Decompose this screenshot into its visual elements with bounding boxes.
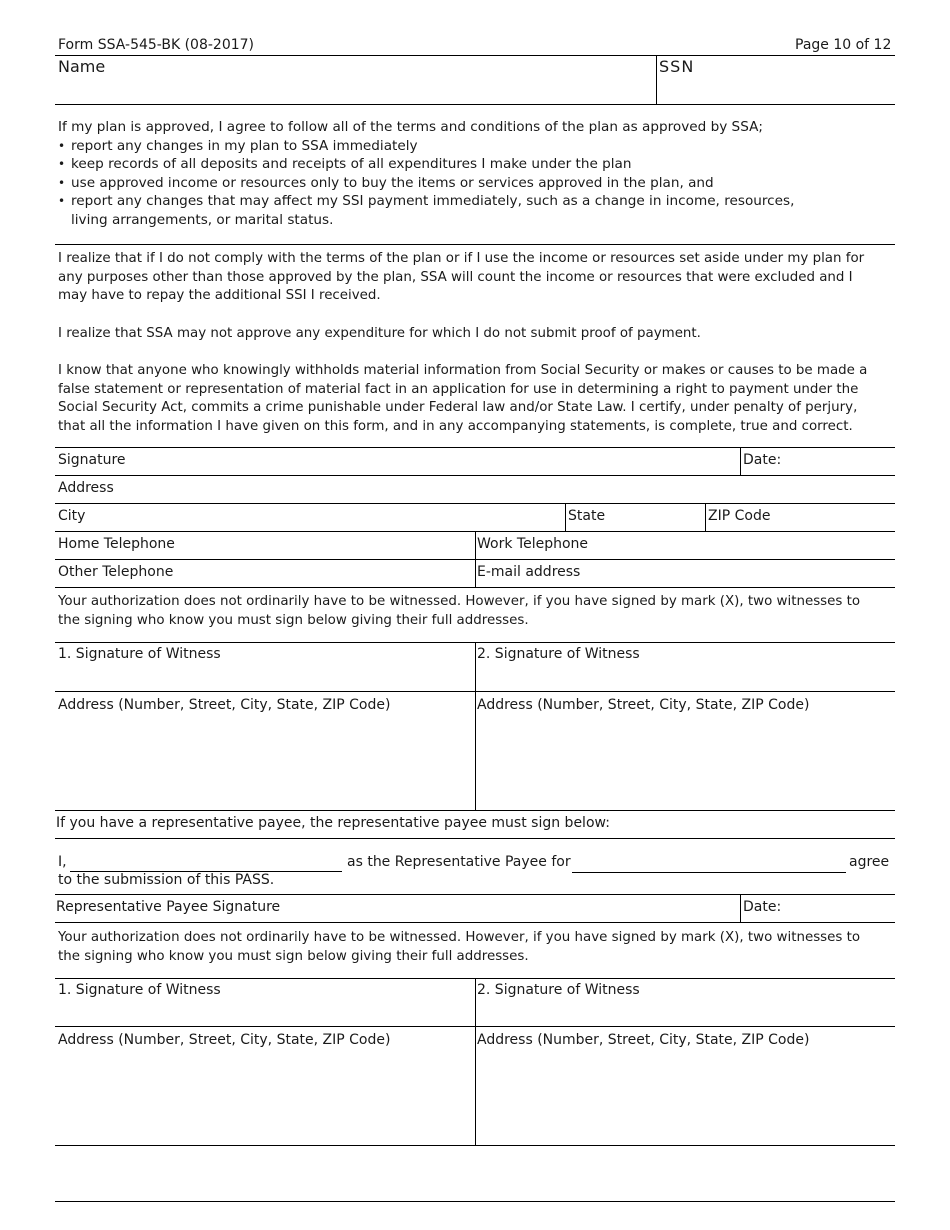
rep-payee-intro: If you have a representative payee, the representative payee must sign below:: [56, 815, 610, 831]
rep-as-label: as the Representative Payee for: [347, 854, 571, 870]
work-phone-field[interactable]: [600, 533, 892, 558]
divider: [55, 559, 895, 560]
witness-1-address-label: Address (Number, Street, City, State, ZIP Code): [58, 697, 391, 713]
city-label: City: [58, 508, 86, 524]
list-item: • keep records of all deposits and receipts of all expenditures I make under the plan: [58, 155, 794, 174]
state-label: State: [568, 508, 606, 524]
agreement-intro: If my plan is approved, I agree to follow all of the terms and conditions of the plan as approved by SSA;: [58, 119, 763, 135]
rep-date-label: Date:: [743, 899, 782, 915]
email-field[interactable]: [590, 561, 892, 586]
zip-label: ZIP Code: [708, 508, 771, 524]
divider: [55, 838, 895, 839]
witness-note-2: [58, 929, 898, 966]
list-item: • report any changes in my plan to SSA immediately: [58, 137, 794, 156]
divider: [740, 447, 741, 475]
divider: [740, 894, 741, 922]
home-phone-label: Home Telephone: [58, 536, 175, 552]
zip-field[interactable]: [780, 505, 892, 530]
witness-1-signature-label: 1. Signature of Witness: [58, 646, 221, 662]
perjury-paragraph: [58, 362, 898, 436]
divider: [55, 447, 895, 448]
rep-submission-label: to the submission of this PASS.: [58, 872, 275, 888]
paragraph-line: I realize that if I do not comply with the terms of the plan or if I use the income or resources set aside under my plan for: [58, 251, 865, 266]
witness-2-signature-label: 2. Signature of Witness: [477, 982, 640, 998]
divider: [55, 922, 895, 923]
witness-1-address-label: Address (Number, Street, City, State, ZIP Code): [58, 1032, 391, 1048]
state-field[interactable]: [608, 505, 700, 530]
divider: [55, 810, 895, 811]
paragraph-line: Your authorization does not ordinarily have to be witnessed. However, if you have signed by mark (X), two witnesses to: [58, 930, 861, 945]
witness-2-signature-label: 2. Signature of Witness: [477, 646, 640, 662]
witness-1-signature-label: 1. Signature of Witness: [58, 982, 221, 998]
address-label: Address: [58, 480, 114, 496]
witness-2-address-label: Address (Number, Street, City, State, ZIP Code): [477, 1032, 810, 1048]
witness-1-signature-field[interactable]: [58, 1000, 470, 1025]
divider: [55, 104, 895, 105]
paragraph-line: I know that anyone who knowingly withholds material information from Social Security or makes or causes to be made a: [58, 363, 868, 378]
divider: [55, 894, 895, 895]
witness-1-signature-field[interactable]: [58, 664, 470, 690]
rep-agree-label: agree: [849, 854, 890, 870]
date-label: Date:: [743, 452, 782, 468]
date-field[interactable]: [782, 449, 892, 474]
witness-2-address-label: Address (Number, Street, City, State, ZIP Code): [477, 697, 810, 713]
paragraph-line: false statement or representation of material fact in an application for use in determining a right to payment under the: [58, 381, 859, 397]
rep-i-label: I,: [58, 854, 67, 870]
name-field[interactable]: [58, 76, 654, 102]
divider: [475, 642, 476, 810]
witness-1-address-field[interactable]: [58, 1051, 470, 1141]
name-label: Name: [58, 57, 106, 76]
beneficiary-name-input[interactable]: [572, 872, 846, 873]
divider: [55, 244, 895, 245]
witness-note: [58, 593, 898, 630]
witness-2-signature-field[interactable]: [477, 1000, 892, 1025]
divider: [55, 1026, 895, 1027]
other-phone-field[interactable]: [185, 561, 470, 586]
city-field[interactable]: [90, 505, 562, 530]
footer-divider: [55, 1201, 895, 1202]
signature-label: Signature: [58, 452, 126, 468]
paragraph-line: Your authorization does not ordinarily have to be witnessed. However, if you have signed by mark (X), two witnesses to: [58, 594, 861, 609]
paragraph-line: the signing who know you must sign below giving their full addresses.: [58, 612, 529, 628]
form-id: Form SSA-545-BK (08-2017): [58, 37, 254, 53]
address-field[interactable]: [120, 477, 892, 502]
list-item: • use approved income or resources only to buy the items or services approved in the plan, and: [58, 174, 794, 193]
divider: [565, 503, 566, 531]
list-item-continuation: living arrangements, or marital status.: [71, 211, 334, 228]
divider: [55, 587, 895, 588]
rep-signature-label: Representative Payee Signature: [56, 899, 281, 915]
paragraph-line: the signing who know you must sign below giving their full addresses.: [58, 948, 529, 964]
rep-date-field[interactable]: [782, 896, 892, 921]
divider: [475, 978, 476, 1145]
witness-1-address-field[interactable]: [58, 716, 470, 806]
witness-2-signature-field[interactable]: [477, 664, 892, 690]
ssn-label: SSN: [659, 57, 695, 76]
witness-2-address-field[interactable]: [477, 1051, 892, 1141]
divider: [55, 691, 895, 692]
paragraph-line: that all the information I have given on this form, and in any accompanying statements, is complete, true and correct.: [58, 418, 853, 434]
paragraph-line: I realize that SSA may not approve any expenditure for which I do not submit proof of payment.: [58, 326, 701, 341]
paragraph-line: Social Security Act, commits a crime punishable under Federal law and/or State Law. I certify, under penalty of perjury,: [58, 400, 858, 416]
divider: [705, 503, 706, 531]
compliance-paragraph: [58, 250, 898, 306]
witness-2-address-field[interactable]: [477, 716, 892, 806]
divider: [55, 55, 895, 56]
divider: [55, 503, 895, 504]
paragraph-line: any purposes other than those approved by the plan, SSA will count the income or resources that were excluded and I: [58, 269, 853, 285]
email-label: E-mail address: [477, 564, 581, 580]
proof-paragraph: [58, 325, 898, 344]
signature-field[interactable]: [140, 449, 736, 474]
other-phone-label: Other Telephone: [58, 564, 174, 580]
divider: [55, 475, 895, 476]
list-item: • report any changes that may affect my SSI payment immediately, such as a change in income, resources,: [58, 192, 794, 211]
rep-signature-field[interactable]: [290, 896, 736, 921]
ssn-field[interactable]: [659, 76, 893, 102]
divider: [656, 55, 657, 104]
agreement-section: [58, 118, 794, 229]
paragraph-line: may have to repay the additional SSI I received.: [58, 288, 381, 304]
work-phone-label: Work Telephone: [477, 536, 589, 552]
page-number: Page 10 of 12: [795, 37, 892, 53]
divider: [55, 1145, 895, 1146]
home-phone-field[interactable]: [185, 533, 470, 558]
